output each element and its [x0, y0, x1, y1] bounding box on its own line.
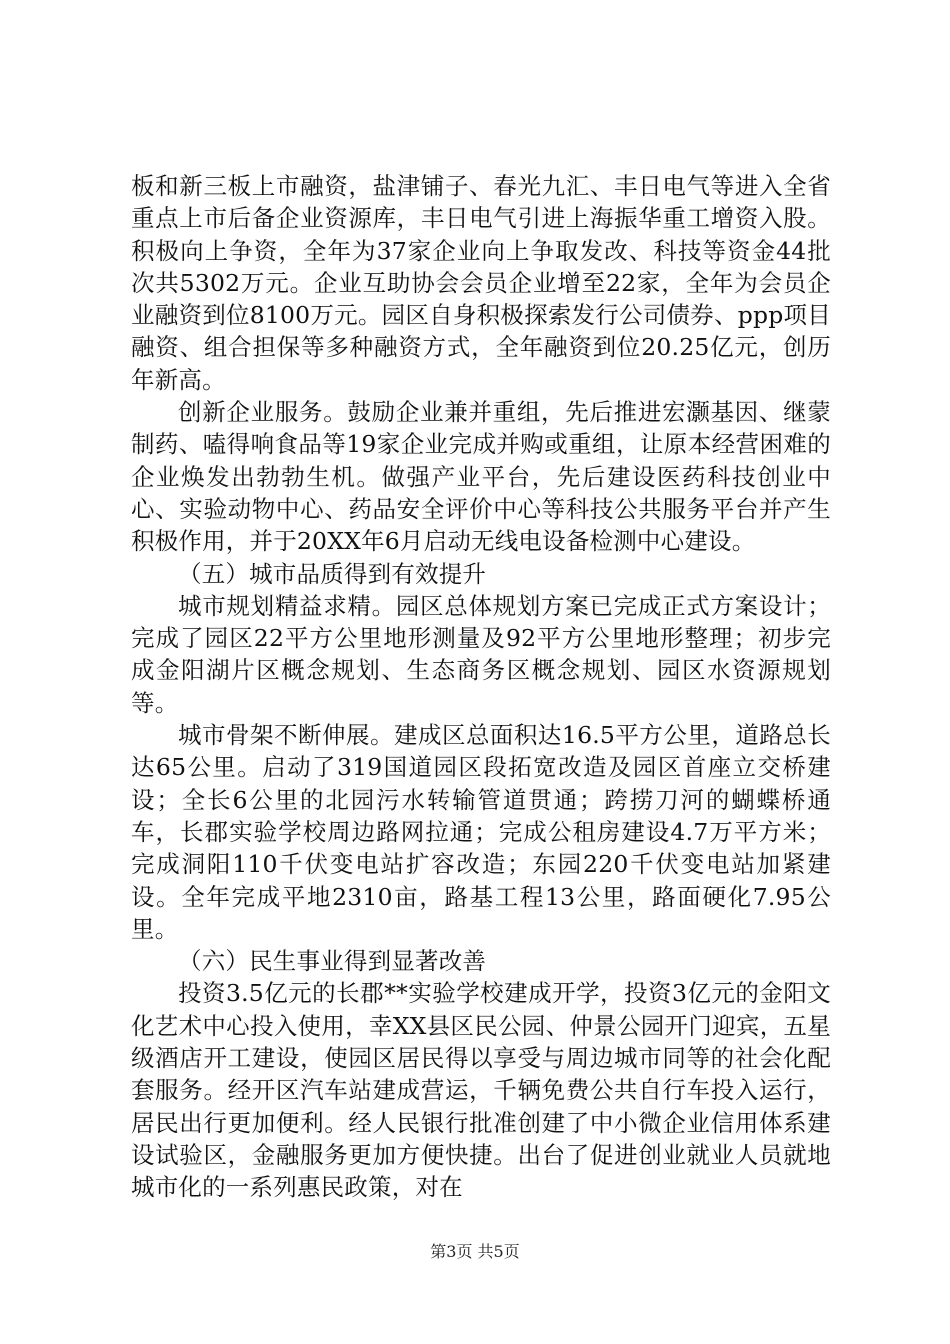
paragraph-city-framework: 城市骨架不断伸展。建成区总面积达16.5平方公里，道路总长达65公里。启动了319国道园区段拓宽改造及园区首座立交桥建设；全长6公里的北园污水转输管道贯通；跨捞刀河的蝴蝶桥通车，长郡实验学校周边路网拉通；完成公租房建设4.7万平方米；完成洞阳110千伏变电站扩容改造；东园220千伏变电站加紧建设。全年完成平地2310亩，路基工程13公里，路面硬化7.95公里。 — [131, 721, 831, 943]
document-body — [131, 170, 831, 1204]
paragraph-enterprise-services: 创新企业服务。鼓励企业兼并重组，先后推进宏灏基因、继蒙制药、嗑得响食品等19家企业完成并购或重组，让原本经营困难的企业焕发出勃勃生机。做强产业平台，先后建设医药科技创业中心、实验动物中心、药品安全评价中心等科技公共服务平台并产生积极作用，并于20XX年6月启动无线电设备检测中心建设。 — [131, 398, 831, 556]
paragraph-livelihood-investment: 投资3.5亿元的长郡**实验学校建成开学，投资3亿元的金阳文化艺术中心投入使用，幸XX县区民公园、仲景公园开门迎宾，五星级酒店开工建设，使园区居民得以享受与周边城市同等的社会化配套服务。经开区汽车站建成营运，千辆免费公共自行车投入运行，居民出行更加便利。经人民银行批准创建了中小微企业信用体系建设试验区，金融服务更加方便快捷。出台了促进创业就业人员就地城市化的一系列惠民政策，对在 — [131, 979, 831, 1202]
section-heading-livelihood: （六）民生事业得到显著改善 — [178, 947, 487, 976]
section-heading-city-quality: （五）城市品质得到有效提升 — [178, 559, 487, 588]
paragraph-financing-continuation: 板和新三板上市融资，盐津铺子、春光九汇、丰日电气等进入全省重点上市后备企业资源库，丰日电气引进上海振华重工增资入股。积极向上争资，全年为37家企业向上争取发改、科技等资金44批次共5302万元。企业互助协会会员企业增至22家，全年为会员企业融资到位8100万元。园区自身积极探索发行公司债券、ppp项目融资、组合担保等多种融资方式，全年融资到位20.25亿元，创历年新高。 — [131, 172, 831, 394]
page-number-footer: 第3页 共5页 — [430, 1242, 520, 1261]
paragraph-city-planning: 城市规划精益求精。园区总体规划方案已完成正式方案设计；完成了园区22平方公里地形测量及92平方公里地形整理；初步完成金阳湖片区概念规划、生态商务区概念规划、园区水资源规划等。 — [131, 591, 831, 717]
